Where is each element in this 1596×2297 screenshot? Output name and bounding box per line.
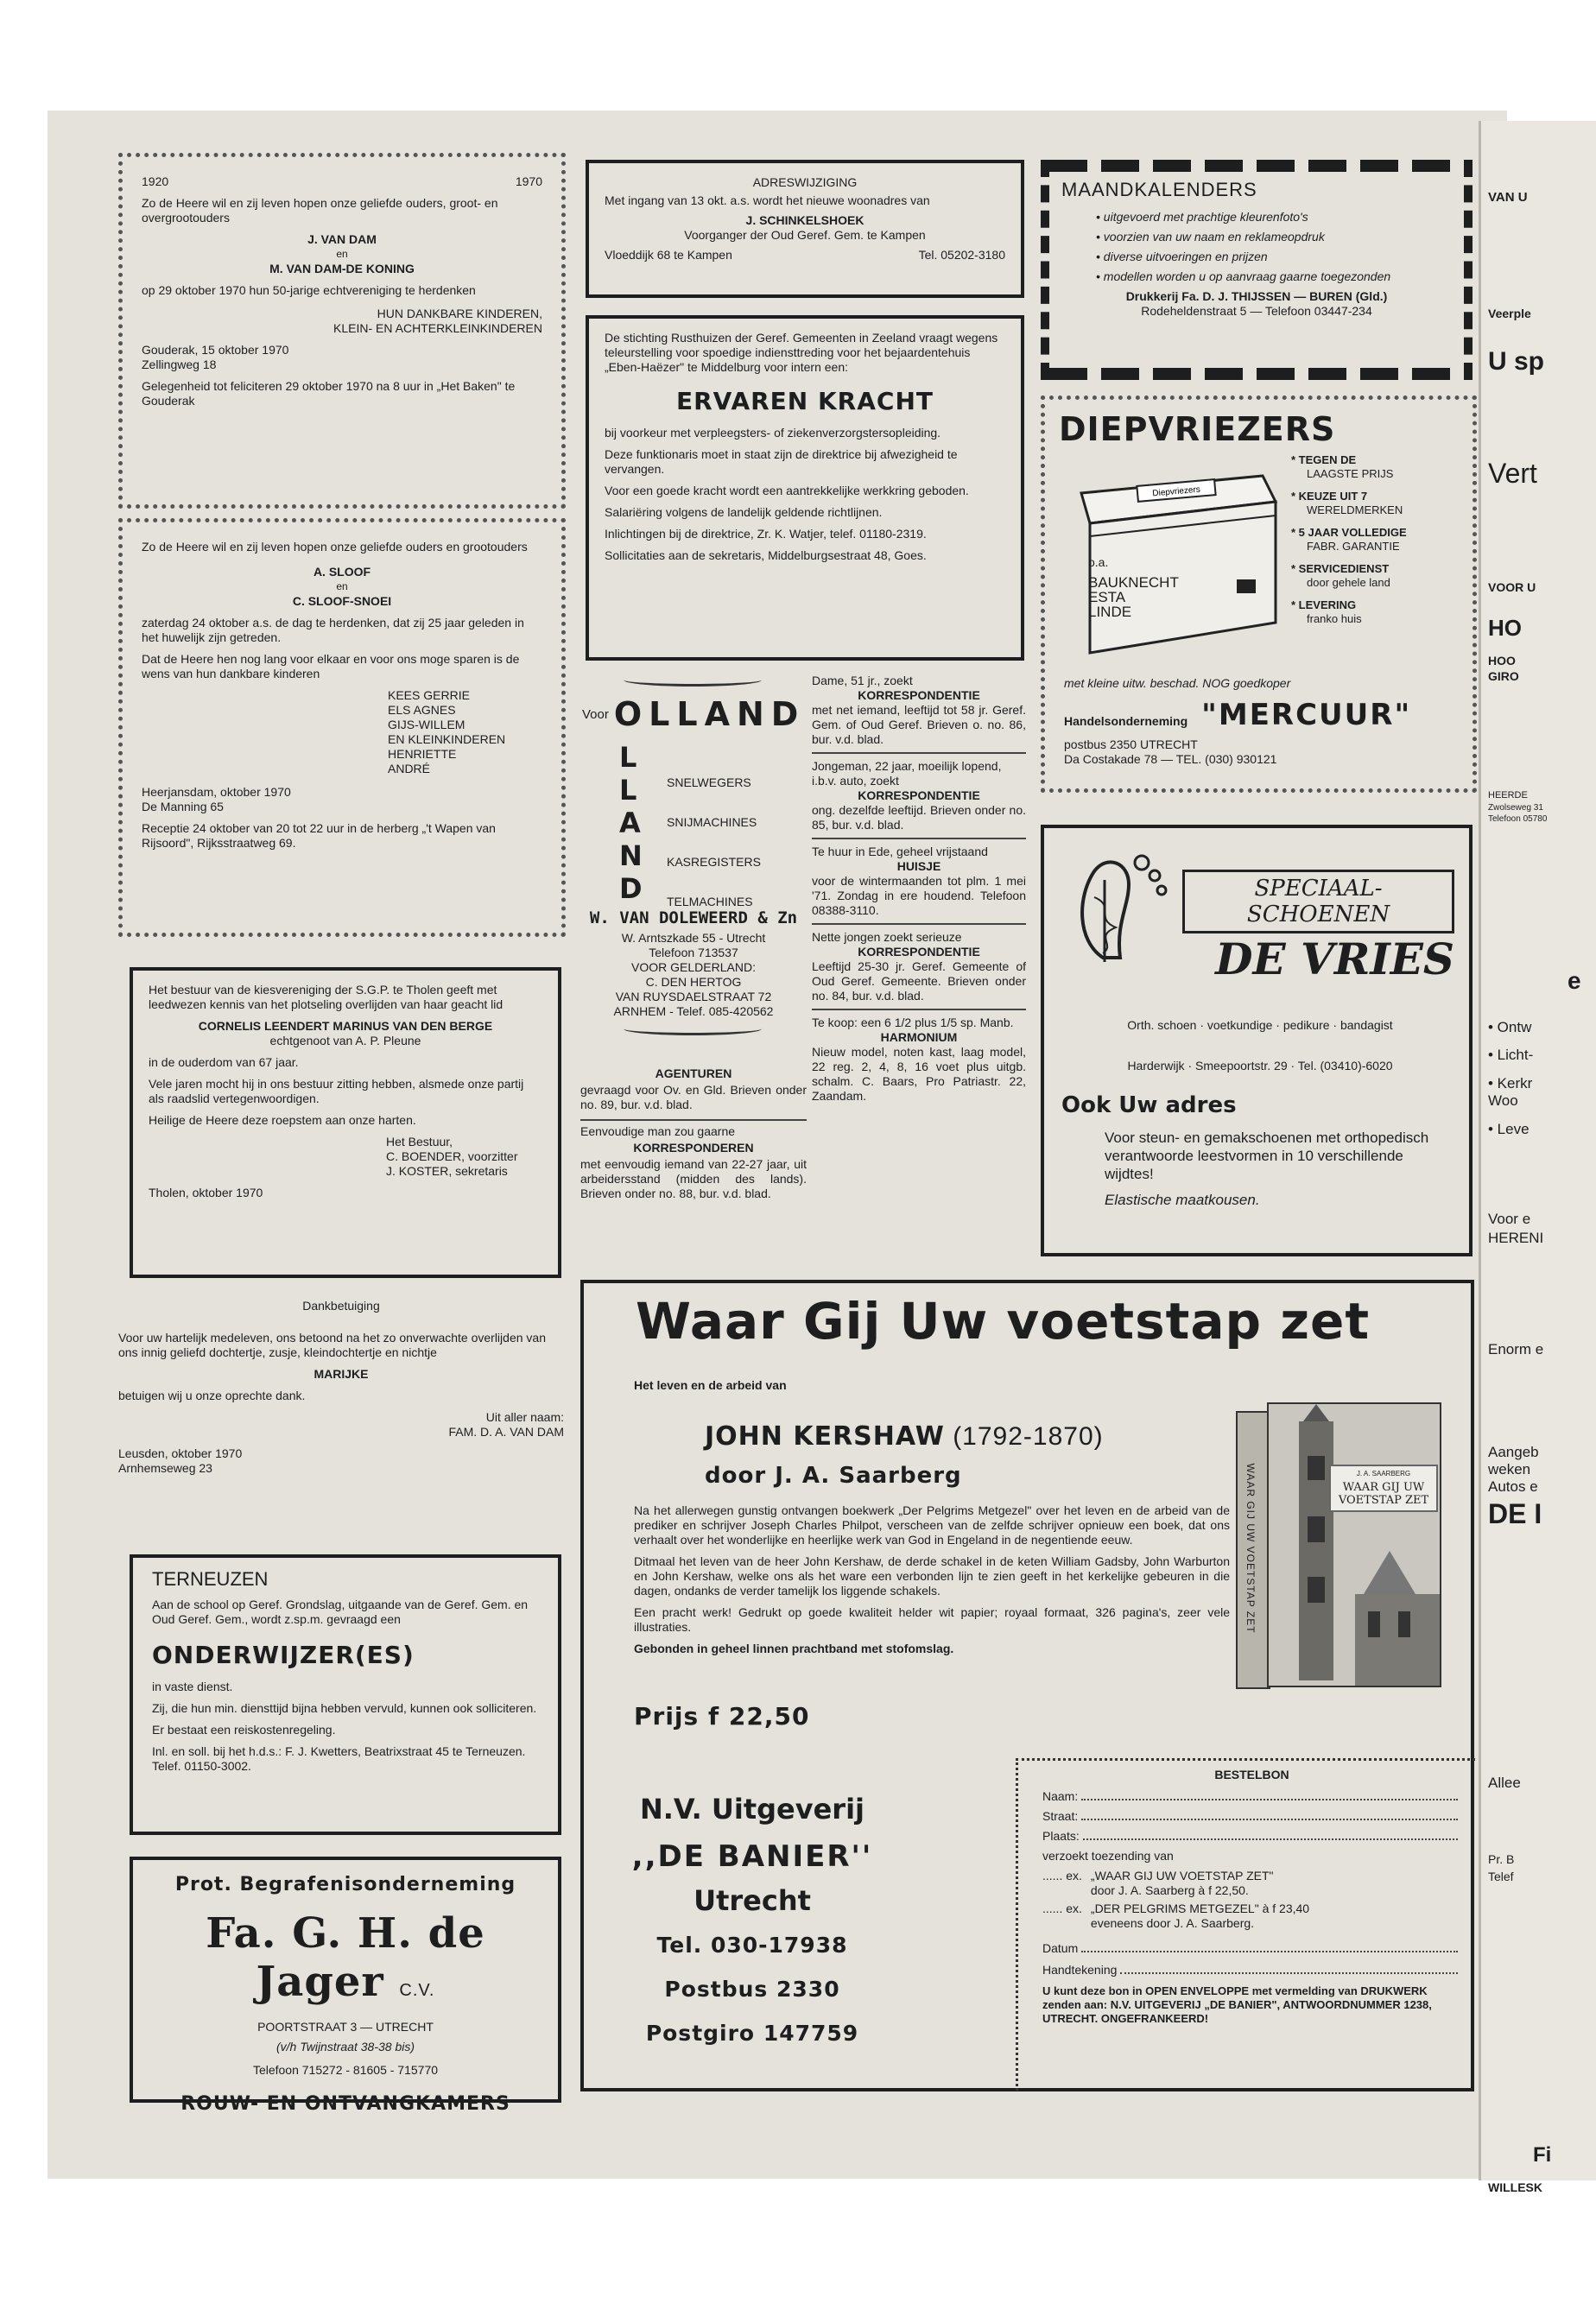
church-tower-image xyxy=(1269,1404,1440,1686)
book-author: door J. A. Saarberg xyxy=(705,1463,962,1489)
ad-body: Voor steun- en gemakschoenen met orthopedisch verantwoorde leestvormen in 10 verschillende wijdtes! xyxy=(1105,1130,1429,1182)
next-page-fragment: • Ontw xyxy=(1488,1019,1532,1035)
next-page-fragment: Woo xyxy=(1488,1092,1518,1109)
vacancy-contact: Sollicitaties aan de sekretaris, Middelburgsestraat 48, Goes. xyxy=(605,548,927,562)
point-main: 5 JAAR VOLLEDIGE xyxy=(1298,526,1407,539)
ad-title: MAANDKALENDERS xyxy=(1061,179,1257,200)
brand-letter: A xyxy=(619,807,641,839)
next-page-fragment: Enorm e xyxy=(1488,1341,1544,1357)
next-page-fragment: weken xyxy=(1488,1461,1531,1478)
classified-body: Nieuw model, noten kast, laag model, 22 reg. 2, 4, 8, 16 voet plus uitgb. schalm. C. Baars, Pro Patriastr. 22, Zaandam. xyxy=(812,1045,1026,1103)
notice-body: Vele jaren mocht hij in ons bestuur zitting hebben, alsmede onze partij als raadslid vertegenwoordigen. xyxy=(149,1077,524,1105)
year-right: 1970 xyxy=(515,174,542,188)
field-label: Datum xyxy=(1042,1941,1079,1955)
brand-list xyxy=(1088,555,1179,619)
classified-body: ong. dezelfde leeftijd. Brieven onder no. 85, bur. v.d. blad. xyxy=(812,803,1026,832)
ad-headline: Ook Uw adres xyxy=(1061,1092,1237,1118)
next-page-fragment: Voor e xyxy=(1488,1211,1531,1227)
brand-name-vertical xyxy=(619,741,654,905)
vacancy-detail: in vaste dienst. xyxy=(152,1680,233,1693)
olland-company-block xyxy=(580,908,807,1035)
company-name: "MERCUUR" xyxy=(1201,698,1412,732)
address: Zellingweg 18 xyxy=(142,358,217,371)
notice-intro: Met ingang van 13 okt. a.s. wordt het nieuwe woonadres van xyxy=(605,193,930,207)
classified-heading: HARMONIUM xyxy=(880,1030,958,1044)
order-quantity: ...... ex. xyxy=(1042,1869,1082,1883)
feature-item: • modellen worden u op aanvraag gaarne toegezonden xyxy=(1096,269,1391,283)
shoes-brand-block xyxy=(1182,870,1454,984)
classified-lead: Te huur in Ede, geheel vrijstaand xyxy=(812,845,988,858)
company-phone: Telefoon 713537 xyxy=(649,946,738,959)
company-old-address: (v/h Twijnstraat 38-38 bis) xyxy=(276,2040,415,2053)
foot-logo-icon xyxy=(1068,845,1172,966)
spine-text: WAAR GIJ UW VOETSTAP ZET xyxy=(1244,1463,1257,1634)
next-page-fragment: Allee xyxy=(1488,1775,1521,1791)
publisher-name: N.V. Uitgeverij xyxy=(639,1793,864,1826)
children-list xyxy=(388,688,542,776)
order-field-place[interactable] xyxy=(1042,1829,1461,1844)
next-page-fragment: HERENI xyxy=(1488,1230,1544,1246)
order-request: verzoekt toezending van xyxy=(1042,1849,1174,1863)
next-page-fragment: • Kerkr xyxy=(1488,1075,1533,1092)
place-date: Tholen, oktober 1970 xyxy=(149,1186,263,1199)
classified-heading: KORRESPONDENTIE xyxy=(858,788,980,802)
ad-footer: ROUW- EN ONTVANGKAMERS xyxy=(180,2093,510,2115)
notice-body: op 29 oktober 1970 hun 50-jarige echtvereniging te herdenken xyxy=(142,283,476,297)
next-page-fragment: HEERDE xyxy=(1488,790,1528,800)
region-label: VOOR GELDERLAND: xyxy=(631,960,756,974)
brand-name: ESTA xyxy=(1088,589,1126,605)
place-date: Heerjansdam, oktober 1970 xyxy=(142,785,291,799)
company-address: postbus 2350 UTRECHT xyxy=(1064,737,1198,751)
agent-phone: ARNHEM - Telef. 085-420562 xyxy=(613,1004,774,1018)
obituary-notice xyxy=(130,967,561,1278)
voor-label: Voor xyxy=(582,706,609,722)
classified-item xyxy=(812,1016,1026,1104)
vacancy-intro: De stichting Rusthuizen der Geref. Gemeenten in Zeeland vraagt wegens teleurstelling voor spoedige indiensttreding voor het bejaardentehuis „Eben-Haëzer" te Middelburg voor intern een: xyxy=(605,331,998,374)
next-page-fragment: Zwolseweg 31 xyxy=(1488,803,1543,813)
freezers-ad xyxy=(1041,395,1477,793)
publisher-pobox: Postbus 2330 xyxy=(664,1977,840,2002)
selling-point: * TEGEN DE LAAGSTE PRIJS xyxy=(1291,453,1468,481)
book-binding: Gebonden in geheel linnen prachtband met stofomslag. xyxy=(634,1642,954,1655)
next-page-fragment: Telefoon 05780 xyxy=(1488,814,1548,824)
feature-item: • diverse uitvoeringen en prijzen xyxy=(1096,250,1268,263)
child-name: ELS AGNES xyxy=(388,703,456,717)
next-page-fragment: Fi xyxy=(1533,2143,1552,2167)
calendars-ad xyxy=(1041,160,1472,380)
book-subject-years: (1792-1870) xyxy=(953,1422,1104,1451)
olland-ad xyxy=(580,674,807,1066)
ad-title: Prot. Begrafenisonderneming xyxy=(174,1874,516,1895)
next-page-fragment: Pr. B xyxy=(1488,1852,1515,1866)
order-instructions: U kunt deze bon in OPEN ENVELOPPE met vermelding van DRUKWERK zenden aan: N.V. UITGEVERIJ „DE BANIER", ANTWOORDNUMMER 1238, UTRECHT. ONGEFRANKEERD! xyxy=(1042,1984,1432,2025)
vacancy-role: ONDERWIJZER(ES) xyxy=(152,1641,415,1669)
next-page-fragment: Aangeb xyxy=(1488,1444,1539,1460)
classified-heading: AGENTUREN xyxy=(655,1066,732,1080)
and-word: en xyxy=(336,580,348,592)
book-paragraph: Na het allerwegen gunstig ontvangen boekwerk „Der Pelgrims Metgezel" over het leven en de arbeid van de prediker en schrijver Joseph Charles Philpot, verscheen van de zelfde schrijver opnieuw een boek, dat ons verhaalt over het wonderlijke en heerlijke werk van God in Engeland in de negentiende eeuw. xyxy=(634,1503,1230,1547)
new-address: Vloeddijk 68 te Kampen xyxy=(605,248,732,262)
dashed-border-bottom xyxy=(1049,368,1464,380)
signature-board: Het Bestuur, xyxy=(386,1135,453,1148)
classified-heading: HUISJE xyxy=(896,859,941,873)
publisher-city: Utrecht xyxy=(694,1884,811,1917)
ad-tagline: Elastische maatkousen. xyxy=(1105,1192,1260,1208)
reception-info: Receptie 24 oktober van 20 tot 22 uur in de herberg „'t Wapen van Rijsoord", Rijksstraatweg 69. xyxy=(142,821,496,850)
company-address: Harderwijk · Smeepoortstr. 29 · Tel. (03410)-6020 xyxy=(1127,1059,1393,1073)
address: Arnhemseweg 23 xyxy=(118,1461,212,1475)
selling-point: * LEVERING franko huis xyxy=(1291,598,1468,626)
vacancy-detail: Voor een goede kracht wordt een aantrekkelijke werkkring geboden. xyxy=(605,484,969,497)
next-page-fragment: DE I xyxy=(1488,1498,1542,1529)
selling-point: * 5 JAAR VOLLEDIGE FABR. GARANTIE xyxy=(1291,526,1468,554)
selling-point: * SERVICEDIENST door gehele land xyxy=(1291,562,1468,590)
book-subject-name: JOHN KERSHAW xyxy=(705,1421,945,1452)
vacancy-detail: bij voorkeur met verpleegsters- of ziekenverzorgstersopleiding. xyxy=(605,426,941,440)
order-item-title: „WAAR GIJ UW VOETSTAP ZET" xyxy=(1090,1869,1274,1883)
selling-point: * KEUZE UIT 7 WERELDMERKEN xyxy=(1291,490,1468,517)
brand-name: LINDE xyxy=(1088,604,1132,620)
point-main: TEGEN DE xyxy=(1298,453,1357,466)
vacancy-intro: Aan de school op Geref. Grondslag, uitgaande van de Geref. Gem. en Oud Geref. Gem., wordt z.sp.m. gevraagd een xyxy=(152,1598,529,1626)
next-page-fragment: • Leve xyxy=(1488,1121,1530,1137)
vacancy-detail: Salariëring volgens de landelijk geldende richtlijnen. xyxy=(605,505,883,519)
product-item: KASREGISTERS xyxy=(667,855,761,869)
feature-text: modellen worden u op aanvraag gaarne toegezonden xyxy=(1103,269,1391,283)
book-headline: Waar Gij Uw voetstap zet xyxy=(636,1292,1371,1351)
classified-lead: Eenvoudige man zou gaarne xyxy=(580,1119,807,1139)
field-label: Handtekening xyxy=(1042,1963,1118,1977)
next-page-fragment: VAN U xyxy=(1488,190,1528,205)
book-spine xyxy=(1236,1411,1270,1689)
company-name: W. VAN DOLEWEERD & Zn xyxy=(589,908,798,927)
order-item-detail: door J. A. Saarberg à f 22,50. xyxy=(1090,1883,1249,1897)
anniversary-notice-sloof xyxy=(118,518,566,937)
classified-item xyxy=(812,845,1026,925)
deceased-name: CORNELIS LEENDERT MARINUS VAN DEN BERGE xyxy=(198,1019,493,1033)
notice-intro: Zo de Heere wil en zij leven hopen onze geliefde ouders, groot- en overgrootouders xyxy=(142,196,498,225)
shoes-ad xyxy=(1041,825,1472,1256)
product-item: TELMACHINES xyxy=(667,895,753,908)
notice-body: zaterdag 24 oktober a.s. de dag te herdenken, dat zij 25 jaar geleden in het huwelijk zijn getreden. xyxy=(142,616,524,644)
book-ad xyxy=(580,1280,1474,2091)
dashed-border-top xyxy=(1049,160,1464,172)
order-field-signature[interactable] xyxy=(1042,1963,1461,1977)
classified-body: voor de wintermaanden tot plm. 1 mei '71. Zondag in ere houdend. Telefoon 08388-3110. xyxy=(812,874,1026,917)
next-page-edge xyxy=(1479,121,1596,2194)
next-page-fragment: • Licht- xyxy=(1488,1047,1534,1063)
feature-text: voorzien van uw naam en reklameopdruk xyxy=(1103,230,1325,244)
brand-script-top: SPECIAAL-SCHOENEN xyxy=(1182,870,1454,933)
funeral-company-ad xyxy=(130,1857,561,2115)
deceased-name: MARIJKE xyxy=(314,1367,369,1381)
signature-lead: Uit aller naam: xyxy=(485,1410,564,1424)
wife-name: C. SLOOF-SNOEI xyxy=(292,594,392,608)
order-title: BESTELBON xyxy=(1214,1768,1289,1781)
signature-family: FAM. D. A. VAN DAM xyxy=(448,1425,564,1439)
deceased-spouse: echtgenoot van A. P. Pleune xyxy=(269,1034,421,1047)
next-page-fragment: WILLESK xyxy=(1488,2180,1542,2194)
company-name: Fa. G. H. de Jager xyxy=(206,1909,485,2006)
classified-body: gevraagd voor Ov. en Gld. Brieven onder no. 89, bur. v.d. blad. xyxy=(580,1083,807,1111)
signature-grandchildren: KLEIN- EN ACHTERKLEINKINDEREN xyxy=(333,321,542,335)
classified-lead: Nette jongen zoekt serieuze xyxy=(812,930,962,944)
order-line-2[interactable] xyxy=(1042,1902,1461,1931)
obituary-signature xyxy=(386,1135,542,1179)
husband-name: A. SLOOF xyxy=(313,565,371,579)
vacancy-location: TERNEUZEN xyxy=(152,1568,269,1590)
year-left: 1920 xyxy=(142,174,169,188)
thanks-title: Dankbetuiging xyxy=(302,1299,380,1313)
shoes-details xyxy=(1061,1018,1459,1209)
freezer-footer xyxy=(1064,676,1461,767)
address: De Manning 65 xyxy=(142,800,224,813)
feature-text: uitgevoerd met prachtige kleurenfoto's xyxy=(1103,210,1308,224)
brand-letter: L xyxy=(619,741,637,774)
classified-item xyxy=(812,674,1026,754)
vacancy-detail: Deze funktionaris moet in staat zijn de direktrice bij afwezigheid te vervangen. xyxy=(605,447,958,476)
husband-name: J. VAN DAM xyxy=(307,232,377,246)
feature-item: • uitgevoerd met prachtige kleurenfoto's xyxy=(1096,210,1308,224)
point-sub: FABR. GARANTIE xyxy=(1307,540,1400,553)
next-page-fragment: Autos e xyxy=(1488,1478,1538,1495)
point-sub: door gehele land xyxy=(1307,576,1390,589)
brand-letter: L xyxy=(619,774,637,807)
child-name: GIJS-WILLEM xyxy=(388,718,466,731)
minister-name: J. SCHINKELSHOEK xyxy=(745,213,864,227)
publisher-block xyxy=(618,1793,886,2046)
place-date: Leusden, oktober 1970 xyxy=(118,1446,243,1460)
brand-script-main: DE VRIES xyxy=(1215,933,1454,984)
brand-name: BAUKNECHT xyxy=(1088,574,1179,591)
notice-wish: Dat de Heere hen nog lang voor elkaar en voor ons moge sparen is de wens van hun dankbare kinderen xyxy=(142,652,520,680)
classified-body: met net iemand, leeftijd tot 58 jr. Geref. Gem. of Oud Geref. Brieven o. no. 86, bur. v.d. blad. xyxy=(812,703,1026,746)
wave-divider xyxy=(624,1022,762,1035)
order-field-name[interactable] xyxy=(1042,1789,1461,1804)
new-phone: Tel. 05202-3180 xyxy=(918,248,1005,262)
order-quantity: ...... ex. xyxy=(1042,1902,1082,1915)
tagline: met kleine uitw. beschad. NOG goedkoper xyxy=(1064,676,1291,690)
brand-letter: N xyxy=(619,839,643,872)
agent-address: VAN RUYSDAELSTRAAT 72 xyxy=(615,990,772,1003)
feature-item: • voorzien van uw naam en reklameopdruk xyxy=(1096,230,1325,244)
company-address: POORTSTRAAT 3 — UTRECHT xyxy=(257,2020,434,2034)
book-subtitle: Het leven en de arbeid van xyxy=(634,1378,787,1392)
publisher-giro: Postgiro 147759 xyxy=(645,2021,859,2046)
next-page-fragment: HOO xyxy=(1488,654,1516,668)
order-field-street[interactable] xyxy=(1042,1809,1461,1824)
order-coupon[interactable] xyxy=(1016,1758,1475,2091)
company-phone: Da Costakade 78 — TEL. (030) 930121 xyxy=(1064,752,1277,766)
product-item: SNELWEGERS xyxy=(667,775,751,789)
classified-body: met eenvoudig iemand van 22-27 jaar, uit arbeidersstand (midden des lands). Brieven onder no. 88, bur. v.d. blad. xyxy=(580,1157,807,1200)
next-page-fragment: U sp xyxy=(1488,347,1545,376)
cover-label xyxy=(1329,1465,1438,1512)
feature-text: diverse uitvoeringen en prijzen xyxy=(1103,250,1268,263)
agent-name: C. DEN HERTOG xyxy=(645,975,742,989)
brand-letter: D xyxy=(619,872,643,905)
vacancy-rusthuizen xyxy=(586,315,1024,661)
notice-verse: Heilige de Heere deze roepstem aan onze harten. xyxy=(149,1113,416,1127)
company-address: W. Arntszkade 55 - Utrecht xyxy=(621,931,766,945)
vacancy-contact: Inl. en soll. bij het h.d.s.: F. J. Kwetters, Beatrixstraat 45 te Terneuzen. Telef. 01150-3002. xyxy=(152,1744,526,1773)
notice-title: ADRESWIJZIGING xyxy=(752,175,858,189)
child-name: HENRIETTE xyxy=(388,747,457,761)
order-line-1[interactable] xyxy=(1042,1869,1461,1898)
company-phone: Telefoon 715272 - 81605 - 715770 xyxy=(252,2063,439,2077)
vacancy-role: ERVAREN KRACHT xyxy=(675,387,934,415)
next-page-fragment: e xyxy=(1568,967,1581,994)
vacancy-terneuzen xyxy=(130,1554,561,1835)
services-line: Orth. schoen · voetkundige · pedikure · bandagist xyxy=(1127,1018,1393,1032)
book-front xyxy=(1267,1402,1441,1687)
classified-item xyxy=(812,930,1026,1010)
next-page-fragment: GIRO xyxy=(1488,669,1519,683)
next-page-fragment: Telef xyxy=(1488,1870,1514,1883)
point-main: SERVICEDIENST xyxy=(1298,562,1390,575)
field-label: Naam: xyxy=(1042,1789,1079,1803)
anniversary-notice-van-dam xyxy=(118,153,566,509)
publisher-brand: ,,DE BANIER'' xyxy=(631,1839,873,1874)
point-sub: WERELDMERKEN xyxy=(1307,503,1403,516)
minister-role: Voorganger der Oud Geref. Gem. te Kampen xyxy=(684,228,926,242)
book-paragraph: Een pracht werk! Gedrukt op goede kwaliteit helder wit papier; royaal formaat, 326 pagina's, zeer vele illustraties. xyxy=(634,1605,1230,1634)
notice-body: betuigen wij u onze oprechte dank. xyxy=(118,1389,306,1402)
classified-heading: KORRESPONDEREN xyxy=(633,1141,754,1155)
notice-intro: Het bestuur van de kiesvereniging der S.G.P. te Tholen geeft met leedwezen kennis van het plotseling overlijden van haar geacht lid xyxy=(149,983,504,1011)
child-name: ANDRÉ xyxy=(388,762,431,775)
place-date: Gouderak, 15 oktober 1970 xyxy=(142,343,289,357)
book-paragraph: Ditmaal het leven van de heer John Kershaw, de derde schakel in de keten William Gadsby, John Warburton en John Kershaw, welke ons als het ware een verbonden lijn te zien geeft in het kerkelijke gebeuren in die dagen, ondanks de verder tamelijk los liggende schakels. xyxy=(634,1554,1230,1598)
child-name: EN KLEINKINDEREN xyxy=(388,732,506,746)
thanks-notice xyxy=(117,1295,566,1537)
brands-lead: o.a. xyxy=(1088,555,1109,569)
company-name: Drukkerij Fa. D. J. THIJSSEN — BUREN (Gld.) xyxy=(1125,289,1388,303)
order-field-date[interactable] xyxy=(1042,1941,1461,1956)
cover-author: J. A. SAARBERG xyxy=(1356,1470,1411,1478)
point-sub: LAAGSTE PRIJS xyxy=(1307,467,1394,480)
classified-item xyxy=(812,759,1026,839)
classified-agenturen xyxy=(580,1066,807,1261)
next-page-fragment: Vert xyxy=(1488,458,1537,489)
product-item: SNIJMACHINES xyxy=(667,815,757,829)
notice-body: Voor uw hartelijk medeleven, ons betoond na het zo onverwachte overlijden van ons innig geliefd dochtertje, zusje, kleindochtertje en nichtje xyxy=(118,1331,546,1359)
order-item-title: „DER PELGRIMS METGEZEL" à f 23,40 xyxy=(1090,1902,1310,1915)
calendar-feature-list xyxy=(1061,210,1452,284)
publisher-phone: Tel. 030-17938 xyxy=(656,1933,848,1958)
classified-heading: KORRESPONDENTIE xyxy=(858,688,980,702)
company-address: Rodeheldenstraat 5 — Telefoon 03447-234 xyxy=(1141,304,1372,318)
point-main: LEVERING xyxy=(1298,598,1357,611)
reception-info: Gelegenheid tot feliciteren 29 oktober 1970 na 8 uur in „Het Baken" te Gouderak xyxy=(142,379,516,408)
signature-chairman: C. BOENDER, voorzitter xyxy=(386,1149,518,1163)
freezer-lid-label: Diepvriezers xyxy=(1151,484,1201,499)
field-label: Straat: xyxy=(1042,1809,1079,1823)
book-price: Prijs f 22,50 xyxy=(634,1702,810,1731)
next-page-fragment: HO xyxy=(1488,615,1522,641)
classified-lead: Te koop: een 6 1/2 plus 1/5 sp. Manb. xyxy=(812,1016,1014,1029)
selling-points xyxy=(1291,453,1468,626)
point-sub: franko huis xyxy=(1307,612,1362,625)
wife-name: M. VAN DAM-DE KONING xyxy=(269,262,415,275)
next-page-fragment: VOOR U xyxy=(1488,580,1536,594)
book-description xyxy=(634,1503,1230,1663)
field-label: Plaats: xyxy=(1042,1829,1080,1843)
classified-heading: KORRESPONDENTIE xyxy=(858,945,980,959)
vacancy-detail: Er bestaat een reiskostenregeling. xyxy=(152,1723,336,1737)
address-change-notice xyxy=(586,160,1024,298)
cover-title: WAAR GIJ UW VOETSTAP ZET xyxy=(1338,1481,1429,1507)
company-lead: Handelsonderneming xyxy=(1064,714,1188,728)
order-item-detail: eveneens door J. A. Saarberg. xyxy=(1090,1916,1255,1930)
classified-body: Leeftijd 25-30 jr. Geref. Gemeente of Oud Geref. Gemeente. Brieven onder no. 84, bur. v.d. blad. xyxy=(812,959,1026,1003)
vacancy-contact: Inlichtingen bij de direktrice, Zr. K. Watjer, telef. 01180-2319. xyxy=(605,527,927,541)
brand-name-horizontal: OLLAND xyxy=(613,695,806,733)
signature-children: HUN DANKBARE KINDEREN, xyxy=(377,307,542,320)
point-main: KEUZE UIT 7 xyxy=(1298,490,1368,503)
and-word: en xyxy=(336,248,348,260)
deceased-age: in de ouderdom van 67 jaar. xyxy=(149,1055,299,1069)
classified-lead: Jongeman, 22 jaar, moeilijk lopend, i.b.v. auto, zoekt xyxy=(812,759,1002,788)
wave-divider xyxy=(624,674,762,687)
company-legal-form: C.V. xyxy=(399,1981,435,2000)
notice-intro: Zo de Heere wil en zij leven hopen onze geliefde ouders en grootouders xyxy=(142,540,528,554)
classified-lead: Dame, 51 jr., zoekt xyxy=(812,674,913,687)
classifieds-column xyxy=(812,674,1026,1265)
vacancy-detail: Zij, die hun min. diensttijd bijna hebben vervuld, kunnen ook solliciteren. xyxy=(152,1701,537,1715)
signature-secretary: J. KOSTER, sekretaris xyxy=(386,1164,508,1178)
next-page-fragment: Veerple xyxy=(1488,307,1531,320)
book-cover-illustration xyxy=(1236,1402,1443,1687)
ad-title: DIEPVRIEZERS xyxy=(1059,410,1336,448)
child-name: KEES GERRIE xyxy=(388,688,470,702)
